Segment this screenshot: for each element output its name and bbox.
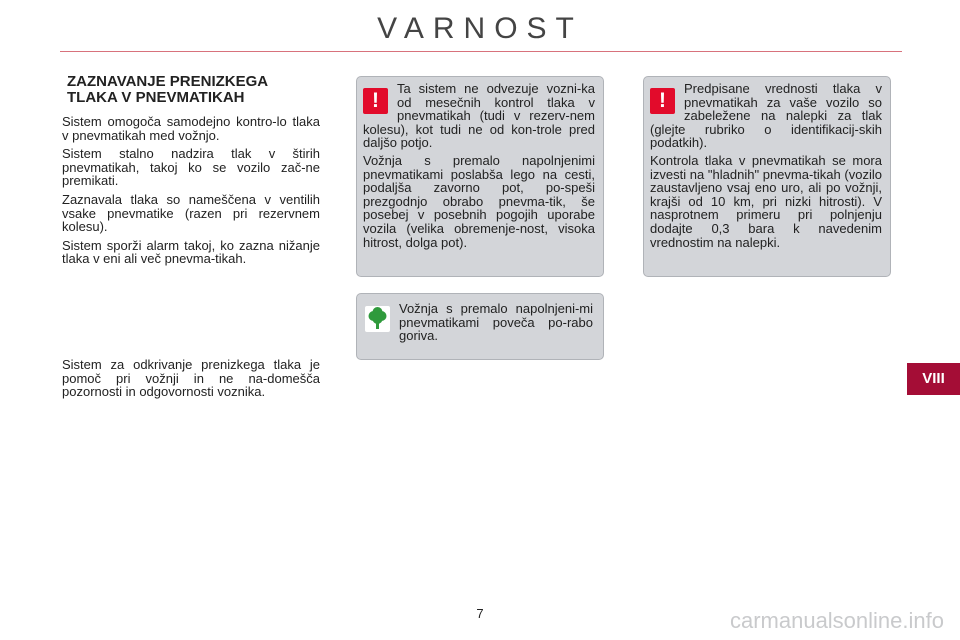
warning-exclamation-icon: ! [363,88,388,114]
paragraph: Sistem omogoča samodejno kontro-lo tlaka v pnevmatikah med vožnjo. [62,114,320,143]
paragraph: Vožnja s premalo napolnjeni-mi pnevmatikami poveča po-rabo goriva. [399,301,593,344]
paragraph: Ta sistem ne odvezuje vozni-ka od mesečnih kontrol tlaka v pnevmatikah (tudi v rezerv-nem kolesu), kot tudi ne od kon-trole pred daljšo potjo. [363,81,595,151]
page-title: VARNOST [377,12,583,45]
intro-text [62,115,320,271]
section-heading: ZAZNAVANJE PRENIZKEGA TLAKA V PNEVMATIKAH [67,73,268,106]
page-number: 7 [476,606,484,621]
eco-box-fuel [356,293,604,360]
paragraph: Vožnja s premalo napolnjenimi pnevmatikami poslabša lego na cesti, podaljša zavorno pot, po-speši prezgodnjo obrabo pnevma-tik, še posebej v posebnih pogojih uporabe vozila (velika obremenje-nost, visoka hitrost, dolga pot). [363,152,595,250]
chapter-tab[interactable]: VIII [907,363,960,395]
paragraph: Sistem sporži alarm takoj, ko zazna nižanje tlaka v eni ali več pnevma-tikah. [62,237,320,267]
warning-box-monthly-check [356,76,604,277]
paragraph: Predpisane vrednosti tlaka v pnevmatikah za vaše vozilo so zabeležene na nalepki za tlak (glejte rubriko o identifikacij-skih podatkih). [650,81,882,151]
note-text [62,358,320,404]
eco-tree-icon [365,306,390,332]
paragraph: Kontrola tlaka v pnevmatikah se mora izvesti na "hladnih" pnevma-tikah (vozilo zaustavljeno vsaj eno uro, ali po vožnji, krajši od 10 km, pri nizki hitrosti). V nasprotnem primeru pri polnjenju dodajte 0,3 bara k navedenim vrednostim na nalepki. [650,152,882,250]
warning-box-pressure-values [643,76,891,277]
title-divider [60,51,902,52]
warning-exclamation-icon: ! [650,88,675,114]
paragraph: Zaznavala tlaka so nameščena v ventilih vsake pnevmatike (razen pri rezervnem kolesu). [62,191,320,235]
paragraph: Sistem za odkrivanje prenizkega tlaka je pomoč pri vožnji in ne na-domešča pozornosti in odgovornosti voznika. [62,357,320,400]
paragraph: Sistem stalno nadzira tlak v štirih pnevmatikah, takoj ko se vozilo zač-ne premikati. [62,146,320,189]
watermark: carmanualsonline.info [729,608,944,633]
